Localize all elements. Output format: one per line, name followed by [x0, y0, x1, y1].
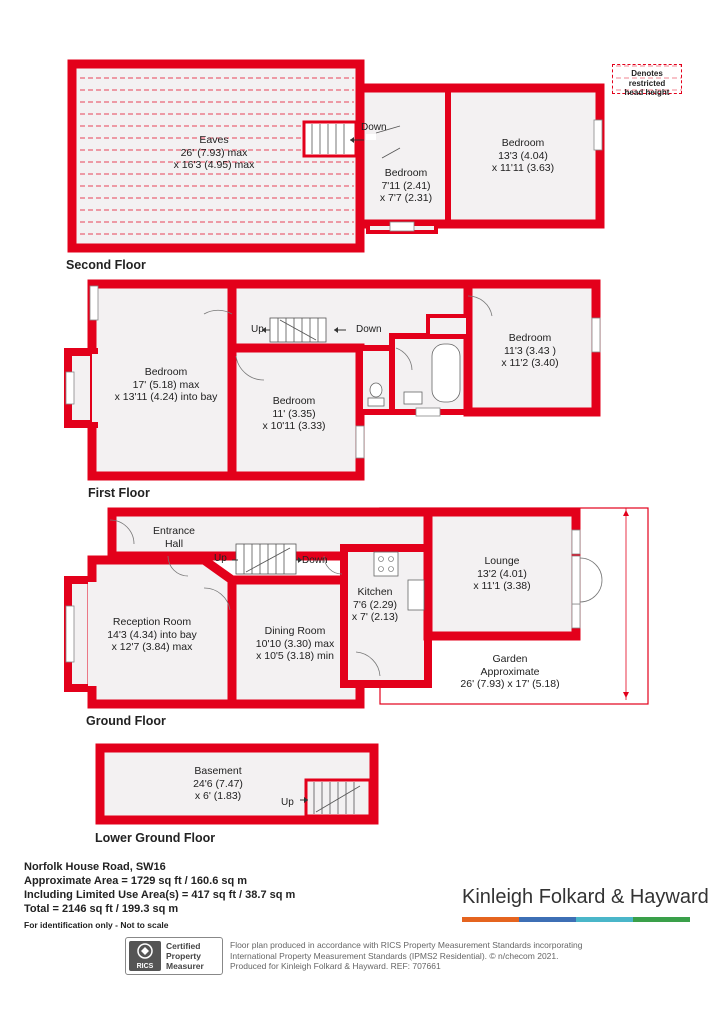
footnote: [230, 940, 582, 972]
area-summary: [24, 860, 295, 932]
restricted-height-legend: [612, 64, 682, 97]
brand-name: Kinleigh Folkard & Hayward: [462, 886, 709, 908]
footnote-line-1: Floor plan produced in accordance with RICS Property Measurement Standards incorporating: [230, 940, 583, 950]
dining-room-label: [236, 625, 354, 663]
room-name: Dining Room: [264, 625, 326, 637]
first-floor-title: First Floor: [88, 486, 150, 500]
room-name: Kitchen: [357, 586, 393, 598]
address: Norfolk House Road, SW16: [24, 861, 166, 873]
rics-line-2: Property: [166, 951, 201, 961]
room-dim-1: 17' (5.18) max: [132, 378, 200, 391]
room-dim-1: 7'6 (2.29): [352, 598, 398, 611]
eaves-name: Eaves: [199, 134, 229, 146]
rics-line-1: Certified: [166, 941, 201, 951]
room-name-2: Hall: [164, 537, 184, 550]
first-floor-down-label: Down: [356, 324, 382, 335]
room-dim-2: x 10'11 (3.33): [262, 420, 326, 432]
second-bedroom-right-label: [468, 137, 578, 175]
lower-ground-floor-title: Lower Ground Floor: [95, 831, 216, 845]
room-name: Basement: [194, 765, 242, 777]
approx-area: Approximate Area = 1729 sq ft / 160.6 sq m: [24, 875, 248, 887]
room-name: Bedroom: [144, 366, 188, 378]
eaves-label: [134, 134, 294, 172]
brand-bar-teal: [576, 917, 633, 922]
basement-label: [178, 765, 258, 803]
brand-bar-blue: [519, 917, 576, 922]
rics-certified-badge: [125, 937, 223, 975]
room-dim-1: 11'3 (3.43 ): [503, 344, 556, 357]
reception-room-label: [86, 616, 218, 654]
room-dim-1: 13'3 (4.04): [498, 149, 548, 162]
lower-up-label: Up: [281, 797, 294, 808]
brand-bar-green: [633, 917, 690, 922]
area-note: Approximate: [480, 665, 540, 678]
room-dim-2: x 6' (1.83): [194, 790, 242, 802]
disclaimer: For identification only - Not to scale: [24, 920, 169, 930]
room-dim-2: x 7'7 (2.31): [379, 192, 433, 204]
garden-label: [440, 653, 580, 691]
eaves-dim-1: 26' (7.93) max: [180, 146, 248, 159]
entrance-hall-label: [142, 525, 206, 550]
total-area: Total = 2146 sq ft / 199.3 sq m: [24, 903, 179, 915]
limited-use-area: Including Limited Use Area(s) = 417 sq ft / 38.7 sq m: [24, 889, 296, 901]
lounge-label: [450, 555, 554, 593]
room-dim-1: 7'11 (2.41): [381, 179, 431, 192]
footnote-line-2: International Property Measurement Standards (IPMS2 Residential). © n/checom 2021.: [230, 950, 559, 961]
room-dim-1: 14'3 (4.34) into bay: [107, 628, 197, 641]
room-name: Bedroom: [501, 137, 545, 149]
rics-logo-icon: [129, 941, 161, 971]
first-bedroom-right-label: [480, 332, 580, 370]
footnote-line-3: Produced for Kinleigh Folkard & Hayward. REF: 707661: [230, 961, 441, 971]
room-dim-1: 11' (3.35): [272, 407, 316, 420]
area-dim: 26' (7.93) x 17' (5.18): [460, 678, 560, 690]
room-name: Entrance: [152, 525, 196, 537]
room-dim-2: x 12'7 (3.84) max: [111, 641, 193, 653]
room-name: Bedroom: [272, 395, 316, 407]
room-dim-1: 10'10 (3.30) max: [255, 637, 335, 650]
room-dim-2: x 11'1 (3.38): [473, 580, 531, 592]
room-name: Reception Room: [112, 616, 192, 628]
room-name: Bedroom: [384, 167, 428, 179]
eaves-dim-2: x 16'3 (4.95) max: [173, 159, 255, 171]
second-floor-down-label: Down: [361, 122, 387, 133]
room-dim-2: x 11'2 (3.40): [501, 357, 559, 369]
legend-line-2: head height: [624, 88, 670, 97]
legend-line-1: Denotes restricted: [628, 69, 666, 88]
first-floor-up-label: Up: [251, 324, 264, 335]
room-name: Lounge: [484, 555, 520, 567]
room-dim-2: x 13'11 (4.24) into bay: [114, 391, 218, 403]
ground-floor-title: Ground Floor: [86, 714, 166, 728]
first-bedroom-left-label: [104, 366, 228, 404]
first-bedroom-middle-label: [244, 395, 344, 433]
area-name: Garden: [492, 653, 528, 665]
ground-up-label: Up: [214, 553, 227, 564]
room-dim-1: 13'2 (4.01): [477, 567, 527, 580]
room-dim-2: x 11'11 (3.63): [491, 162, 555, 174]
second-floor-title: Second Floor: [66, 258, 146, 272]
room-dim-1: 24'6 (7.47): [193, 777, 243, 790]
room-name: Bedroom: [508, 332, 552, 344]
second-bedroom-small-label: [366, 167, 446, 205]
rics-logo-text: RICS: [136, 963, 154, 970]
brand-bar-orange: [462, 917, 519, 922]
rics-line-3: Measurer: [166, 961, 204, 971]
room-dim-2: x 10'5 (3.18) min: [256, 650, 334, 662]
rics-text: [166, 941, 204, 971]
room-dim-2: x 7' (2.13): [351, 611, 399, 623]
kitchen-label: [340, 586, 410, 624]
ground-down-label: Down: [302, 555, 328, 566]
